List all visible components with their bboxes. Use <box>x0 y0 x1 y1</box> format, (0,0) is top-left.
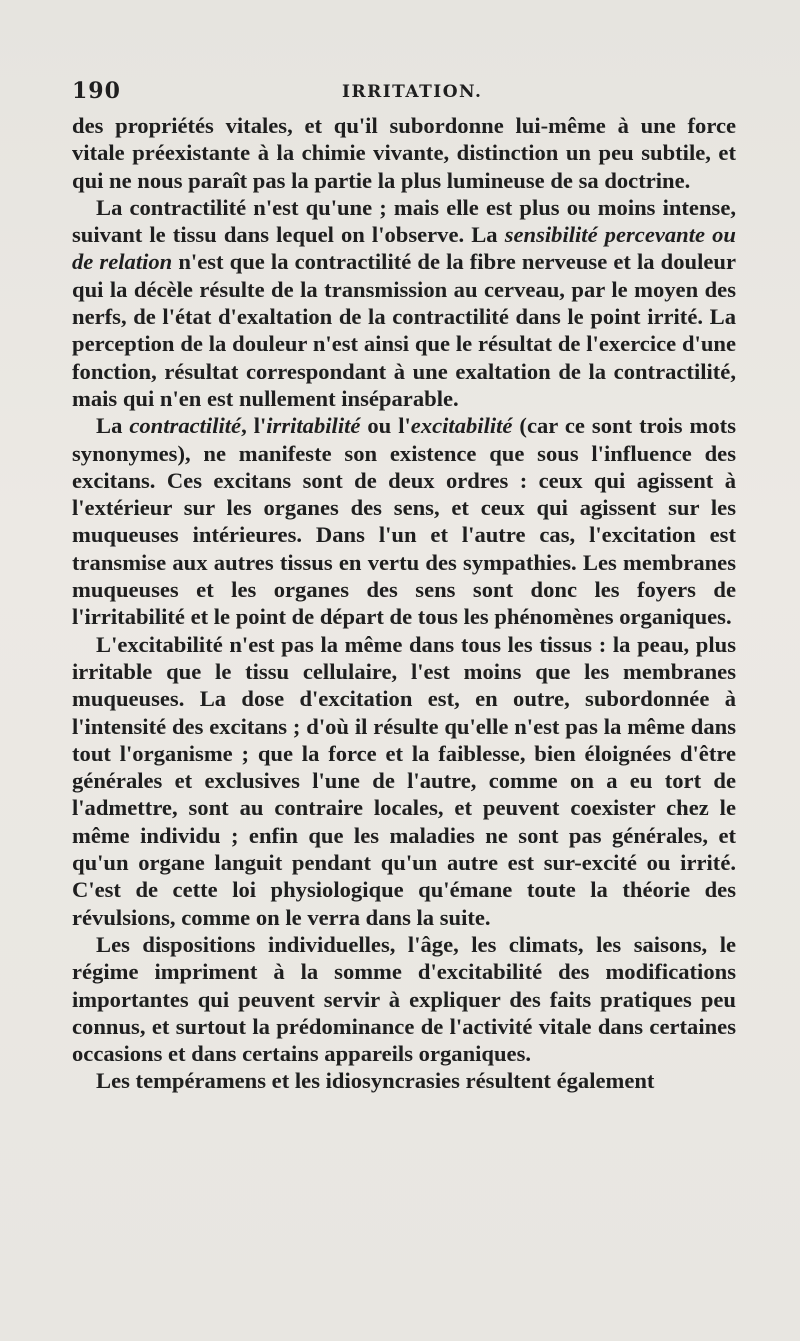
body-text <box>72 112 736 1095</box>
paragraph <box>72 112 736 194</box>
text-run: , l' <box>241 413 267 439</box>
running-title: IRRITATION. <box>342 82 483 102</box>
italic-text-run: contractilité <box>129 413 242 439</box>
text-run: La <box>96 413 130 439</box>
italic-text-run: excitabilité <box>410 413 513 439</box>
paragraph <box>72 1067 736 1094</box>
text-run: L'excitabilité n'est pas la même dans tous les tissus : la peau, plus irritable que le tissu cellulaire, l'est moins que les membranes muqueuses. La dose d'excitation est, en outre, subordonnée à l'intensité des excitans ; d'où il résulte qu'elle n'est pas la même dans tout l'organisme ; que la force et la faiblesse, bien éloignées d'être générales et exclusives l'une de l'autre, comme on a eu tort de l'admettre, sont au contraire locales, et peuvent coexister chez le même individu ; enfin que les maladies ne sont pas générales, et qu'un organe languit pendant qu'un autre est sur-excité ou irrité. C'est de cette loi physiologique qu'émane toute la théorie des révulsions, comme on le verra dans la suite. <box>72 631 736 930</box>
page-number: 190 <box>72 78 121 104</box>
paragraph <box>72 412 736 630</box>
text-run: Les tempéramens et les idiosyncrasies résultent également <box>96 1068 655 1094</box>
text-run: La contractilité n'est qu'une ; mais elle est plus ou moins intense, suivant le tissu dans lequel on l'observe. La <box>72 194 736 248</box>
text-run: n'est que la contractilité de la fibre nerveuse et la douleur qui la décèle résulte de la transmission au cerveau, par le moyen des nerfs, de l'état d'exaltation de la contractilité dans le point irrité. La perception de la douleur n'est ainsi que le résultat de l'exercice d'une fonction, résultat correspondant à une exaltation de la contractilité, mais qui n'en est nullement inséparable. <box>72 249 736 411</box>
text-run: Les dispositions individuelles, l'âge, les climats, les saisons, le régime impriment à la somme d'excitabilité des modifications importantes qui peuvent servir à expliquer des faits pratiques peu connus, et surtout la prédominance de l'activité vitale dans certaines occasions et dans certains appareils organiques. <box>72 931 736 1067</box>
text-run: (car ce sont trois mots synonymes), ne manifeste son existence que sous l'influence des excitans. Ces excitans sont de deux ordres : ceux qui agissent à l'extérieur sur les organes des sens, et ceux qui agissent sur les muqueuses intérieures. Dans l'un et l'autre cas, l'excitation est transmise aux autres tissus en vertu des sympathies. Les membranes muqueuses et les organes des sens sont donc les foyers de l'irritabilité et le point de départ de tous les phénomènes organiques. <box>72 413 736 630</box>
paragraph <box>72 631 736 931</box>
text-run: des propriétés vitales, et qu'il subordonne lui-même à une force vitale préexistante à la chimie vivante, distinction un peu subtile, et qui ne nous paraît pas la partie la plus lumineuse de sa doctrine. <box>72 113 736 193</box>
text-run: ou l' <box>360 413 411 439</box>
page-header <box>72 78 740 108</box>
paragraph <box>72 194 736 412</box>
italic-text-run: sensibilité percevante ou de relation <box>72 222 736 275</box>
italic-text-run: irritabilité <box>266 413 361 439</box>
paragraph <box>72 931 736 1067</box>
